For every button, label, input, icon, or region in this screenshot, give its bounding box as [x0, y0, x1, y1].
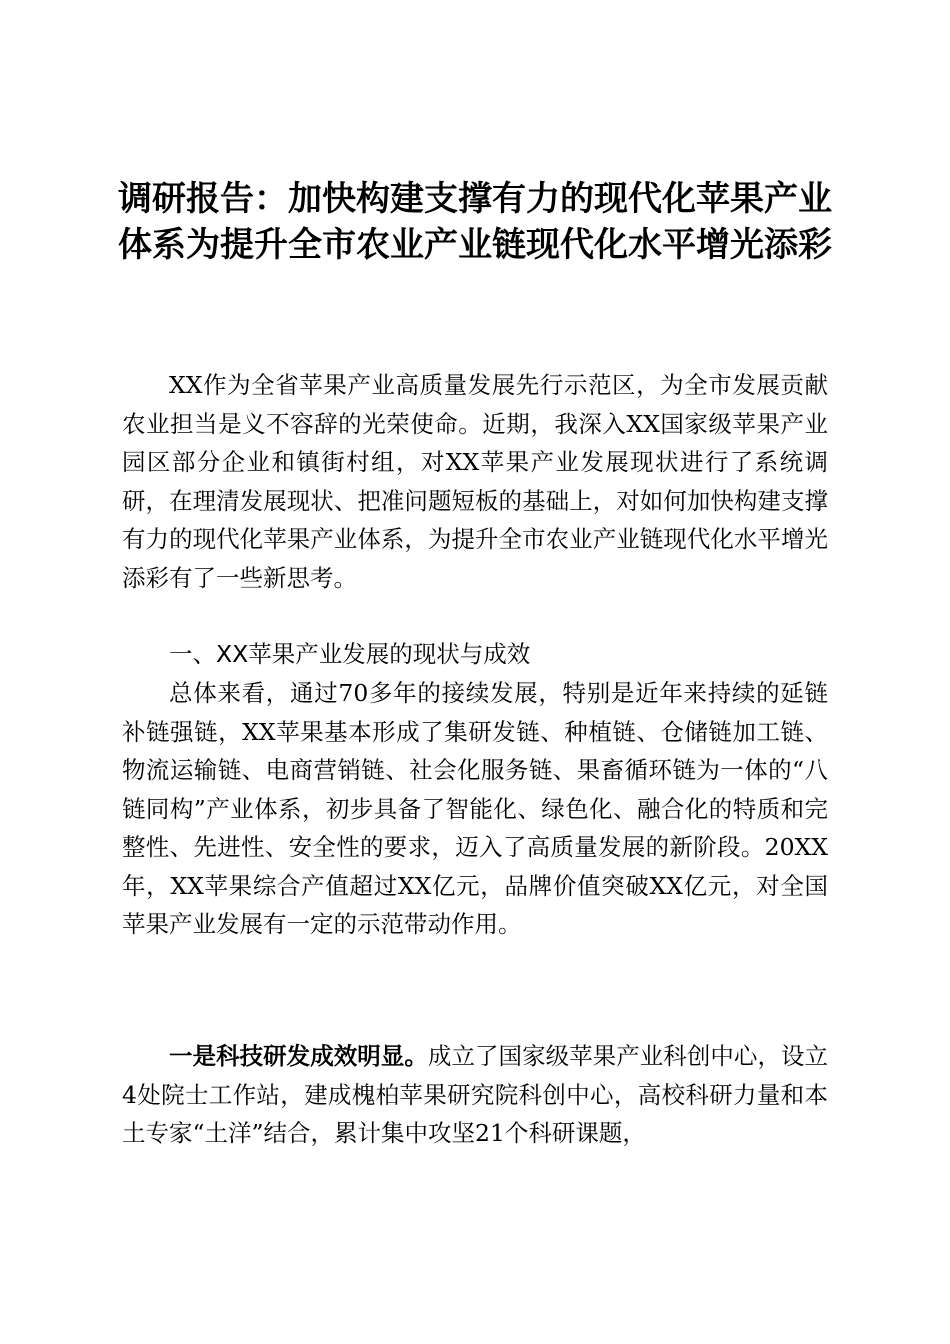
section-1-paragraph: 总体来看，通过70多年的接续发展，特别是近年来持续的延链补链强链，XX苹果基本形成了集研发链、种植链、仓储链加工链、物流运输链、电商营销链、社会化服务链、果畜循环链为一体的“八链同构”产业体系，初步具备了智能化、绿色化、融合化的特质和完整性、先进性、安全性的要求，迈入了高质量发展的新阶段。20XX年，XX苹果综合产值超过XX亿元，品牌价值突破XX亿元，对全国苹果产业发展有一定的示范带动作用。 — [122, 679, 828, 938]
point-1-lead: 一是科技研发成效明显。 — [169, 1042, 428, 1070]
section-heading-1: 一、XX苹果产业发展的现状与成效 — [169, 640, 531, 668]
intro-paragraph: XX作为全省苹果产业高质量发展先行示范区，为全市发展贡献农业担当是义不容辞的光荣使命。近期，我深入XX国家级苹果产业园区部分企业和镇街村组，对XX苹果产业发展现状进行了系统调研，在理清发展现状、把准问题短板的基础上，对如何加快构建支撑有力的现代化苹果产业体系，为提升全市农业产业链现代化水平增光添彩有了一些新思考。 — [122, 371, 828, 592]
document-title: 调研报告：加快构建支撑有力的现代化苹果产业体系为提升全市农业产业链现代化水平增光添彩 — [118, 179, 832, 265]
point-1-paragraph — [122, 1037, 828, 1153]
point-1-text: 成立了国家级苹果产业科创中心，设立4处院士工作站，建成槐柏苹果研究院科创中心，高校科研力量和本土专家“土洋”结合，累计集中攻坚21个科研课题， — [122, 1042, 829, 1147]
